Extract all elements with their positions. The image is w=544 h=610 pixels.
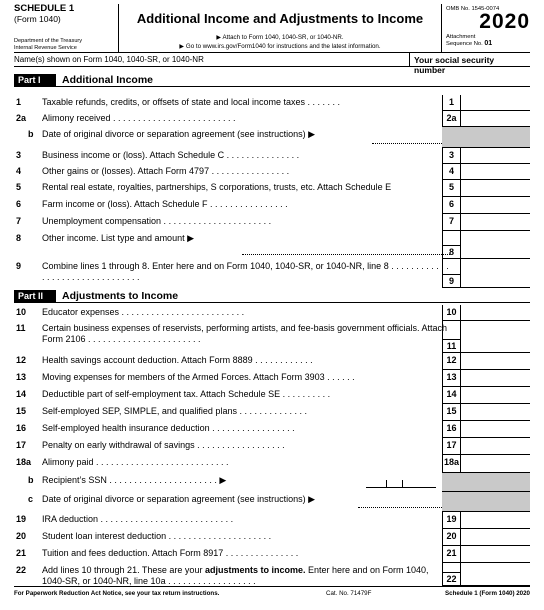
part2-line-16 — [14, 421, 530, 438]
line-number: 6 — [16, 199, 22, 209]
line-number: 9 — [16, 261, 22, 271]
sequence-number: 01 — [484, 39, 493, 47]
part2-line-10 — [14, 305, 530, 321]
line-box-label: 7 — [442, 214, 460, 231]
line-number: 4 — [16, 166, 22, 176]
amount-field[interactable] — [460, 421, 530, 438]
entry-field[interactable] — [242, 254, 450, 255]
amount-field[interactable] — [460, 214, 530, 231]
line-box-label: 16 — [442, 421, 460, 438]
line-box-label: 4 — [442, 164, 460, 180]
part2-tag: Part II — [14, 290, 56, 302]
line-number: 12 — [16, 355, 27, 365]
line-box-label: 3 — [442, 148, 460, 164]
line-description: Alimony received . . . . . . . . . . . . . . . . . . . . . . . . . — [42, 113, 236, 123]
line-number: 15 — [16, 406, 27, 416]
line-number: 2a — [16, 113, 27, 123]
line-description: Farm income or (loss). Attach Schedule F . . . . . . . . . . . . . . . . — [42, 199, 288, 209]
line-box-label: 20 — [442, 529, 460, 546]
line-number: 14 — [16, 389, 27, 399]
line-box-label: 17 — [442, 438, 460, 455]
entry-field[interactable] — [372, 143, 450, 144]
tax-year: 2020 — [479, 10, 530, 33]
line-description: Certain business expenses of reservists, performing artists, and fee-basis government officials. Attach Form 2106 . . . . . . . . . . . . . . . . . . . . . . . — [42, 323, 448, 344]
line-number: 1 — [16, 97, 22, 107]
form-identifier — [14, 4, 118, 52]
line-box-label: 19 — [442, 512, 460, 529]
amount-field[interactable] — [460, 231, 530, 259]
line-number: 17 — [16, 440, 27, 450]
line-description: Moving expenses for members of the Armed Forces. Attach Form 3903 . . . . . . — [42, 372, 355, 382]
line-description: Student loan interest deduction . . . . . . . . . . . . . . . . . . . . . — [42, 531, 272, 541]
line-box-label: 12 — [442, 353, 460, 370]
part1-line-6 — [14, 197, 530, 214]
part1-line-b — [14, 127, 530, 148]
part1-line-8 — [14, 231, 530, 259]
line-description: Other gains or (losses). Attach Form 4797 . . . . . . . . . . . . . . . . — [42, 166, 290, 176]
box-divider — [442, 563, 460, 573]
line-description: Date of original divorce or separation agreement (see instructions) ▶ — [42, 129, 316, 139]
form-footer — [14, 586, 530, 600]
line-number: b — [28, 129, 34, 139]
amount-field[interactable] — [460, 164, 530, 180]
amount-field[interactable] — [460, 455, 530, 473]
part2-header — [14, 290, 530, 303]
amount-field[interactable] — [460, 438, 530, 455]
line-number: 11 — [16, 323, 26, 333]
department-line2: Internal Revenue Service — [14, 45, 77, 51]
line-number: c — [28, 494, 34, 504]
line-description: Health savings account deduction. Attach Form 8889 . . . . . . . . . . . . — [42, 355, 313, 365]
part2-line-22 — [14, 563, 530, 586]
line-description: Combine lines 1 through 8. Enter here and on Form 1040, 1040-SR, or 1040-NR, line 8 . . . . . . . . . . . . . . . . . . . . . . . . . . . . . . . . — [42, 261, 449, 282]
line-box-label: 10 — [442, 305, 460, 321]
part2-line-17 — [14, 438, 530, 455]
shaded-area — [442, 492, 530, 512]
line-number: 3 — [16, 150, 22, 160]
line-description: Self-employed health insurance deduction . . . . . . . . . . . . . . . . . — [42, 423, 295, 433]
amount-field[interactable] — [460, 370, 530, 387]
line-box-label: 5 — [442, 180, 460, 197]
amount-field[interactable] — [460, 259, 530, 288]
amount-field[interactable] — [460, 387, 530, 404]
footer-cat-no: Cat. No. 71479F — [326, 590, 372, 597]
footer-notice: For Paperwork Reduction Act Notice, see your tax return instructions. — [14, 590, 220, 597]
department-line1: Department of the Treasury — [14, 38, 83, 44]
part2-line-14 — [14, 387, 530, 404]
part2-title: Adjustments to Income — [62, 290, 179, 302]
part2-line-19 — [14, 512, 530, 529]
line-number: 5 — [16, 182, 22, 192]
goto-instruction: ▶ Go to www.irs.gov/Form1040 for instructions and the latest information. — [179, 43, 381, 50]
schedule-name: SCHEDULE 1 — [14, 3, 75, 14]
ssn-divider — [402, 480, 403, 487]
amount-field[interactable] — [460, 95, 530, 111]
line-number: 21 — [16, 548, 27, 558]
form-title-block — [118, 4, 442, 52]
entry-field[interactable] — [358, 507, 450, 508]
footer-form-id: Schedule 1 (Form 1040) 2020 — [445, 590, 530, 597]
line-description: Alimony paid . . . . . . . . . . . . . . . . . . . . . . . . . . . — [42, 457, 229, 467]
line-description: Date of original divorce or separation agreement (see instructions) ▶ — [42, 494, 316, 504]
form-header — [14, 4, 530, 52]
box-divider — [442, 231, 460, 246]
amount-field[interactable] — [460, 305, 530, 321]
amount-field[interactable] — [460, 353, 530, 370]
box-divider — [442, 321, 460, 340]
amount-field[interactable] — [460, 512, 530, 529]
part2-line-b — [14, 473, 530, 492]
part2-line-c — [14, 492, 530, 512]
ssn-field-label[interactable]: Your social security number — [409, 53, 530, 66]
line-box-label: 13 — [442, 370, 460, 387]
row-divider — [442, 287, 530, 288]
line-box-label: 22 — [442, 563, 460, 586]
part2-line-15 — [14, 404, 530, 421]
line-box-label: 2a — [442, 111, 460, 127]
shaded-area — [442, 127, 530, 148]
line-box-label: 1 — [442, 95, 460, 111]
line-number: 8 — [16, 233, 22, 243]
line-number: 20 — [16, 531, 27, 541]
line-description: Add lines 10 through 21. These are your adjustments to income. Enter here and on Form 1040, 1040-SR, or 1040-NR, line 10a . . . . . . . . . . . . . . . . . . — [42, 565, 429, 586]
line-box-label: 18a — [442, 455, 460, 473]
sequence-label: Sequence No. — [446, 40, 483, 47]
part1-header — [14, 74, 530, 87]
amount-field[interactable] — [460, 563, 530, 586]
line-description: Educator expenses . . . . . . . . . . . . . . . . . . . . . . . . . — [42, 307, 245, 317]
line-number: b — [28, 475, 34, 485]
line-box-label: 8 — [442, 231, 460, 259]
line-description: Tuition and fees deduction. Attach Form 8917 . . . . . . . . . . . . . . . — [42, 548, 299, 558]
line-number: 16 — [16, 423, 27, 433]
line-description: Taxable refunds, credits, or offsets of state and local income taxes . . . . . . . — [42, 97, 340, 107]
recipient-ssn-field[interactable] — [366, 487, 436, 488]
amount-field[interactable] — [460, 321, 530, 353]
part1-line-5 — [14, 180, 530, 197]
part1-line-2a — [14, 111, 530, 127]
part1-line-7 — [14, 214, 530, 231]
attachment-label: Attachment — [446, 34, 476, 40]
amount-field[interactable] — [460, 546, 530, 563]
attach-instruction: ▶ Attach to Form 1040, 1040-SR, or 1040-NR. — [216, 34, 344, 41]
omb-block — [442, 4, 530, 52]
amount-field[interactable] — [460, 148, 530, 164]
line-number: 19 — [16, 514, 27, 524]
box-divider — [442, 259, 460, 275]
form-title: Additional Income and Adjustments to Income — [136, 11, 424, 26]
line-description: Other income. List type and amount ▶ — [42, 233, 194, 243]
line-number: 10 — [16, 307, 27, 317]
line-description: Rental real estate, royalties, partnerships, S corporations, trusts, etc. Attach Schedule E — [42, 182, 392, 192]
part1-title: Additional Income — [62, 74, 154, 86]
line-number: 7 — [16, 216, 22, 226]
name-field-label[interactable]: Name(s) shown on Form 1040, 1040-SR, or 1040-NR — [14, 55, 204, 64]
line-box-label: 21 — [442, 546, 460, 563]
part1-line-1 — [14, 95, 530, 111]
part2-line-21 — [14, 546, 530, 563]
amount-field[interactable] — [460, 180, 530, 197]
line-box-label: 6 — [442, 197, 460, 214]
shaded-area — [442, 473, 530, 492]
line-number: 22 — [16, 565, 27, 575]
sequence — [446, 41, 530, 48]
amount-field[interactable] — [460, 529, 530, 546]
line-box-label: 11 — [442, 321, 460, 353]
line-number: 13 — [16, 372, 27, 382]
part2-line-11 — [14, 321, 530, 353]
line-box-label: 14 — [442, 387, 460, 404]
part1-line-4 — [14, 164, 530, 180]
department — [14, 38, 82, 52]
part2-line-13 — [14, 370, 530, 387]
omb-number: OMB No. 1545-0074 — [446, 6, 500, 12]
part2-line-20 — [14, 529, 530, 546]
line-box-label: 9 — [442, 259, 460, 288]
line-description: IRA deduction . . . . . . . . . . . . . . . . . . . . . . . . . . . — [42, 514, 234, 524]
line-description: Recipient’s SSN . . . . . . . . . . . . . . . . . . . . . . ▶ — [42, 475, 227, 485]
line-description: Unemployment compensation . . . . . . . . . . . . . . . . . . . . . . — [42, 216, 272, 226]
line-number: 18a — [16, 457, 32, 467]
name-row — [14, 52, 530, 75]
amount-field[interactable] — [460, 197, 530, 214]
line-description: Penalty on early withdrawal of savings . . . . . . . . . . . . . . . . . . — [42, 440, 285, 450]
ssn-divider — [386, 480, 387, 487]
part2-line-12 — [14, 353, 530, 370]
part1-tag: Part I — [14, 74, 56, 86]
line-description: Business income or (loss). Attach Schedule C . . . . . . . . . . . . . . . — [42, 150, 300, 160]
amount-field[interactable] — [460, 404, 530, 421]
part1-line-9 — [14, 259, 530, 288]
line-description: Deductible part of self-employment tax. Attach Schedule SE . . . . . . . . . . — [42, 389, 331, 399]
line-box-label: 15 — [442, 404, 460, 421]
part2-line-18a — [14, 455, 530, 473]
line-description: Self-employed SEP, SIMPLE, and qualified plans . . . . . . . . . . . . . . — [42, 406, 307, 416]
amount-field[interactable] — [460, 111, 530, 127]
part1-line-3 — [14, 148, 530, 164]
form-reference: (Form 1040) — [14, 14, 61, 24]
